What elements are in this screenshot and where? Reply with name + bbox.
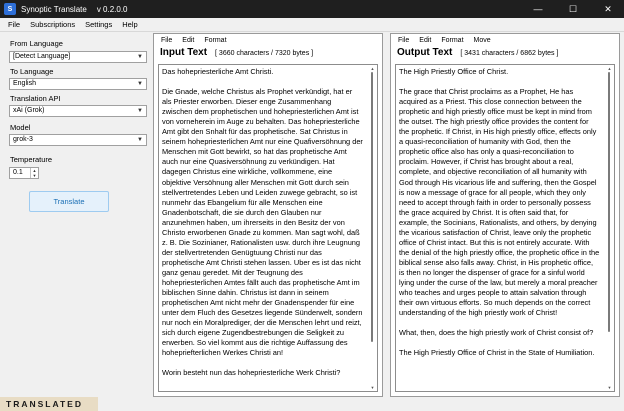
input-scrollbar[interactable] bbox=[369, 68, 376, 388]
output-text-stats: [ 3431 characters / 6862 bytes ] bbox=[460, 50, 559, 57]
input-text-stats: [ 3660 characters / 7320 bytes ] bbox=[215, 50, 314, 57]
app-version: v 0.2.0.0 bbox=[96, 4, 128, 14]
output-menu-file[interactable]: File bbox=[398, 36, 410, 44]
translation-api-select[interactable] bbox=[9, 105, 147, 117]
app-icon: S bbox=[4, 3, 16, 15]
scroll-down-icon[interactable]: ▼ bbox=[370, 385, 375, 390]
temperature-label: Temperature bbox=[10, 155, 53, 164]
input-panel bbox=[153, 33, 383, 397]
from-language-label: From Language bbox=[10, 39, 63, 48]
model-label: Model bbox=[10, 123, 31, 132]
settings-panel bbox=[0, 33, 150, 397]
output-menu-format[interactable]: Format bbox=[441, 36, 464, 44]
menu-settings[interactable]: Settings bbox=[85, 20, 113, 29]
temperature-value: 0.1 bbox=[13, 169, 23, 176]
input-panel-title: Input Text bbox=[160, 47, 208, 58]
input-panel-menu bbox=[154, 34, 382, 46]
maximize-button[interactable]: ☐ bbox=[568, 3, 578, 14]
to-language-select[interactable] bbox=[9, 78, 147, 90]
output-panel-header bbox=[397, 47, 558, 58]
input-menu-file[interactable]: File bbox=[161, 36, 173, 44]
to-language-label: To Language bbox=[10, 67, 54, 76]
output-paragraph: The High Priestly Office of Christ in the State of Humiliation. bbox=[399, 348, 595, 358]
scroll-up-icon[interactable]: ▲ bbox=[607, 66, 612, 71]
scroll-up-icon[interactable]: ▲ bbox=[370, 66, 375, 71]
translate-button[interactable]: Translate bbox=[29, 191, 109, 212]
to-language-value: English bbox=[13, 80, 36, 87]
input-menu-format[interactable]: Format bbox=[204, 36, 227, 44]
output-menu-move[interactable]: Move bbox=[473, 36, 491, 44]
menu-help[interactable]: Help bbox=[122, 20, 138, 29]
output-paragraph: What, then, does the high priestly work of Christ consist of? bbox=[399, 328, 594, 338]
translation-api-label: Translation API bbox=[10, 94, 61, 103]
status-bar bbox=[0, 397, 624, 411]
window-title: Synoptic Translate bbox=[21, 4, 87, 14]
input-textarea[interactable] bbox=[158, 64, 378, 392]
menu-bar bbox=[0, 18, 624, 32]
input-paragraph: Die Gnade, welche Christus als Prophet verkündigt, hat er als Priester erworben. Dieser enge Zusammenhang zwischen dem prophetischen und hohepriesterlichen Amt ist von vorneherein im Auge zu behalten. Das hohepriesterliche Amt gibt den Snhalt für das prophetische. Sat Christus in seinem hohepriesterlichen Amt nur eine Quafiversöhnung der Menschen mit Gott bewirkt, so hat das prophetische Amt auch nur eine Quasiversöhnung zu verkündigen. Hat dagegen Christus eine wirkliche, vollkommene, eine objektive Versöhnung aller Menschen mit Gott durch sein stellvertretendes Leben und Leiden zuwege gebracht, so ist nunmehr das Ebangelium für alle Menschen eine Gnadenbotschaft, die sie durch den Glauben nur anzunehmen haben, um ihrerseits in den Besitz der von Christo erworbenen Gnade zu kommen. Man sagt wohl, daß z. B. Die Sozinianer, Rationalisten usw. durch ihre Leugnung der stellvertretenden Genügtuung Christi nur das prophetische Amt Christi stehen lassen. Uber es ist das nicht ganz genau geredet. Mit der Teugnung des hohepriesterlichen Amtes fällt auch das prophetische Amt im biblischen Sinne dahin. Christus ist dann in seinem prophetischen Amt nicht mehr der Gnadenspender für eine unter dem Fluch des Gesetzes liegende Sünderwelt, sondern nur noch ein Moralprediger, der die Menschen lehrt und reizt, sich durch eigene Zugendbestrebungen die Seligkeit zu erwerben. So viel kommt aus die richtige Auffassung des hohepriefterlichen Werkes Christi an! bbox=[162, 87, 363, 358]
output-paragraph: The grace that Christ proclaims as a Prophet, He has acquired as a Priest. This close connection between the prophetic and high priestly office must be kept in mind from the outset. The high priestly office provides the content for the prophetic. If Christ, in His high priestly office, effects only a quasi-reconciliation of humanity with God, then the prophetic office also has only a quasi-reconciliation to proclaim. However, if Christ has brought about a real, complete, and objective reconciliation of all humanity with God through His vicarious life and suffering, then the Gospel is now a message of grace for all people, which they only need to accept through faith in order to personally possess the grace acquired by Christ. It is often said that, for example, the Socinians, Rationalists, and others, by denying the vicarious satisfaction of Christ, leave only the prophetic office of Christ intact. But this is not entirely accurate. With the denial of the high priestly office, the prophetic office in the biblical sense also falls away. Christ, in His prophetic office, is then no longer the dispenser of grace for a sinful world lying under the curse of the law, but merely a moral preacher who teaches and urges people to attain salvation through their own virtuous efforts. So much depends on the correct understanding of the high priestly work of Christ! bbox=[399, 87, 600, 318]
stepper-arrows-icon[interactable]: ▲ ▼ bbox=[30, 168, 38, 178]
translated-stamp: TRANSLATED bbox=[0, 397, 98, 411]
output-panel bbox=[390, 33, 620, 397]
input-paragraph: Worin besteht nun das hohepriesterliche Werk Christi? bbox=[162, 368, 341, 378]
chevron-down-icon: ▼ bbox=[137, 81, 143, 87]
output-menu-edit[interactable]: Edit bbox=[419, 36, 432, 44]
chevron-down-icon: ▼ bbox=[137, 137, 143, 143]
output-textarea[interactable] bbox=[395, 64, 615, 392]
input-panel-header bbox=[160, 47, 313, 58]
input-menu-edit[interactable]: Edit bbox=[182, 36, 195, 44]
title-bar bbox=[0, 0, 624, 18]
output-panel-menu bbox=[391, 34, 619, 46]
chevron-down-icon: ▼ bbox=[137, 54, 143, 60]
from-language-value: [Detect Language] bbox=[13, 53, 71, 60]
chevron-down-icon: ▼ bbox=[137, 108, 143, 114]
output-scroll-thumb[interactable] bbox=[608, 72, 610, 332]
scroll-down-icon[interactable]: ▼ bbox=[607, 385, 612, 390]
input-scroll-thumb[interactable] bbox=[371, 72, 373, 342]
model-select[interactable] bbox=[9, 134, 147, 146]
translation-api-value: xAi (Grok) bbox=[13, 107, 45, 114]
close-button[interactable]: ✕ bbox=[604, 3, 612, 14]
temperature-stepper[interactable] bbox=[9, 167, 39, 179]
from-language-select[interactable] bbox=[9, 51, 147, 63]
menu-subscriptions[interactable]: Subscriptions bbox=[30, 20, 76, 29]
output-paragraph: The High Priestly Office of Christ. bbox=[399, 67, 509, 76]
output-scrollbar[interactable] bbox=[606, 68, 613, 388]
menu-file[interactable]: File bbox=[8, 20, 21, 29]
input-paragraph: Das hohepriesterliche Amt Christi. bbox=[162, 67, 274, 76]
output-panel-title: Output Text bbox=[397, 47, 453, 58]
model-value: grok-3 bbox=[13, 136, 33, 143]
minimize-button[interactable]: — bbox=[533, 4, 543, 14]
